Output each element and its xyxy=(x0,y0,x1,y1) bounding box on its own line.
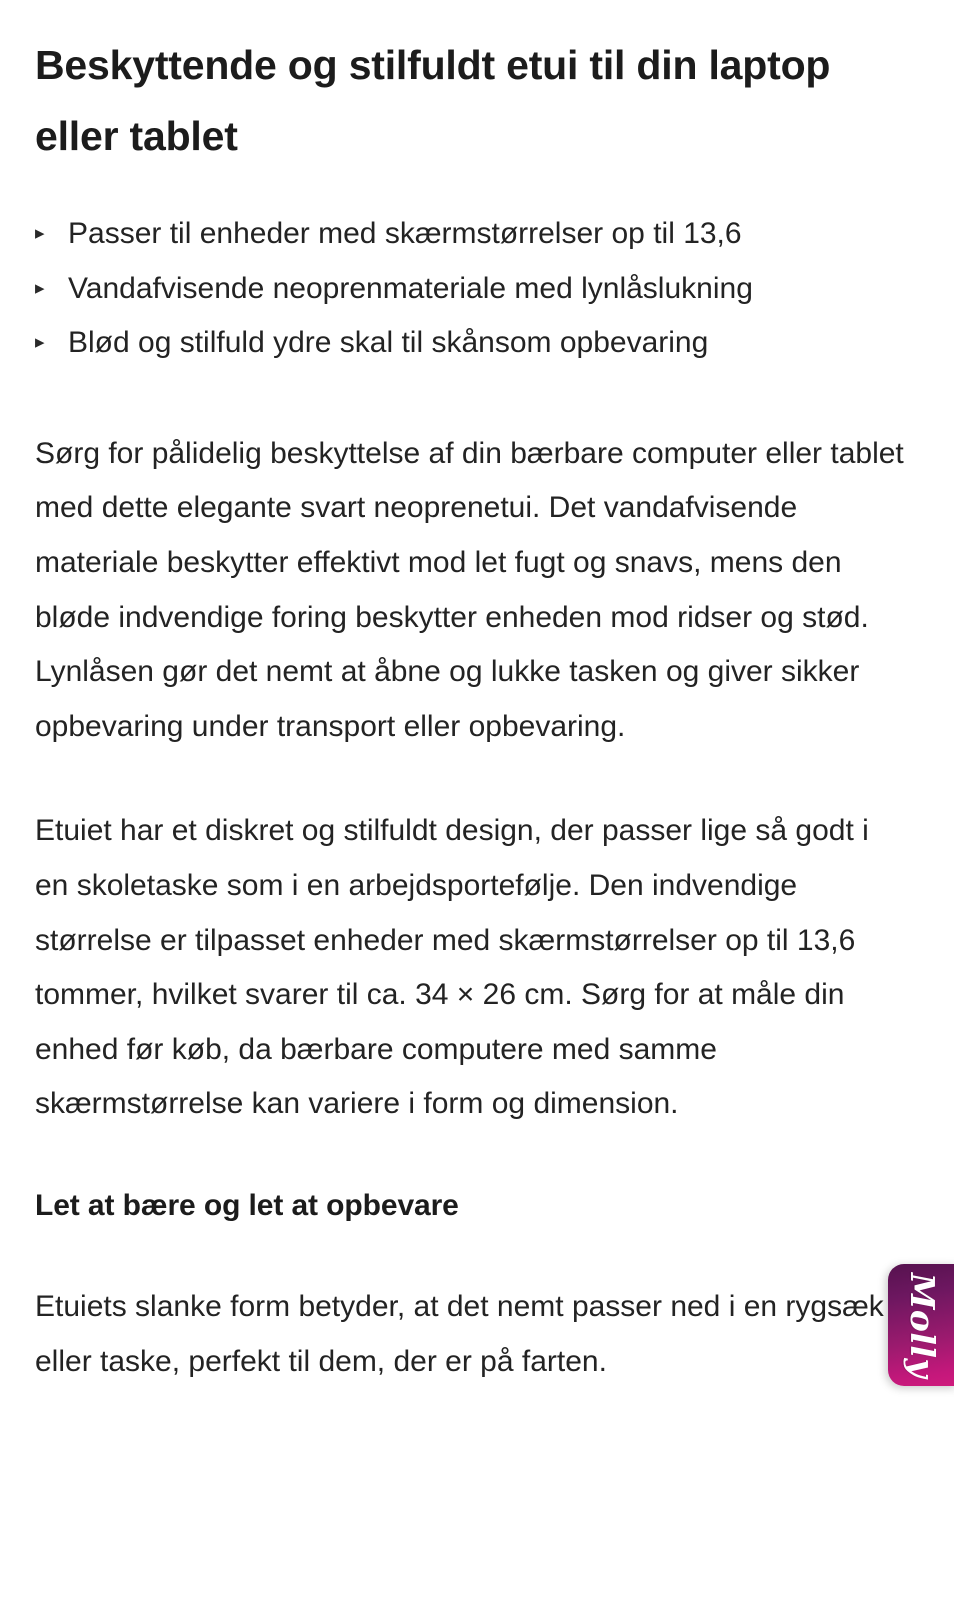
feature-text: Vandafvisende neoprenmateriale med lynlåslukning xyxy=(68,271,753,305)
spacer xyxy=(35,1132,914,1182)
list-item xyxy=(35,262,914,317)
molly-chat-launcher-label: Molly xyxy=(903,1272,943,1378)
triangle-bullet-icon: ▸ xyxy=(35,277,45,299)
section-subheading: Let at bære og let at opbevare xyxy=(35,1188,459,1222)
triangle-bullet-icon: ▸ xyxy=(35,223,45,245)
spacer xyxy=(35,1230,914,1280)
list-item xyxy=(35,207,914,262)
triangle-bullet-icon: ▸ xyxy=(35,332,45,354)
description-paragraph-3: Etuiets slanke form betyder, at det nemt passer ned i en rygsæk eller taske, perfekt til dem, der er på farten. xyxy=(35,1289,884,1378)
page-title: Beskyttende og stilfuldt etui til din laptop eller tablet xyxy=(35,42,831,159)
spacer xyxy=(35,371,914,427)
feature-text: Blød og stilfuld ydre skal til skånsom opbevaring xyxy=(68,326,709,360)
spacer xyxy=(35,754,914,804)
feature-text: Passer til enheder med skærmstørrelser op til 13,6 xyxy=(68,217,742,251)
list-item xyxy=(35,316,914,371)
description-paragraph-1: Sørg for pålidelig beskyttelse af din bærbare computer eller tablet med dette elegante svart neoprenetui. Det vandafvisende materiale beskytter effektivt mod let fugt og snavs, mens den bløde indvendige foring beskytter enheden mod ridser og stød. Lynlåsen gør det nemt at åbne og lukke tasken og giver sikker opbevaring under transport eller opbevaring. xyxy=(35,436,904,743)
feature-list xyxy=(35,207,914,371)
molly-chat-launcher-tab[interactable] xyxy=(888,1264,954,1386)
description-paragraph-2: Etuiet har et diskret og stilfuldt design, der passer lige så godt i en skoletaske som i en arbejdsportefølje. Den indvendige størrelse er tilpasset enheder med skærmstørrelser op til 13,6 tommer, hvilket svarer til ca. 34 × 26 cm. Sørg for at måle din enhed før køb, da bærbare computere med samme skærmstørrelse kan variere i form og dimension. xyxy=(35,814,869,1121)
